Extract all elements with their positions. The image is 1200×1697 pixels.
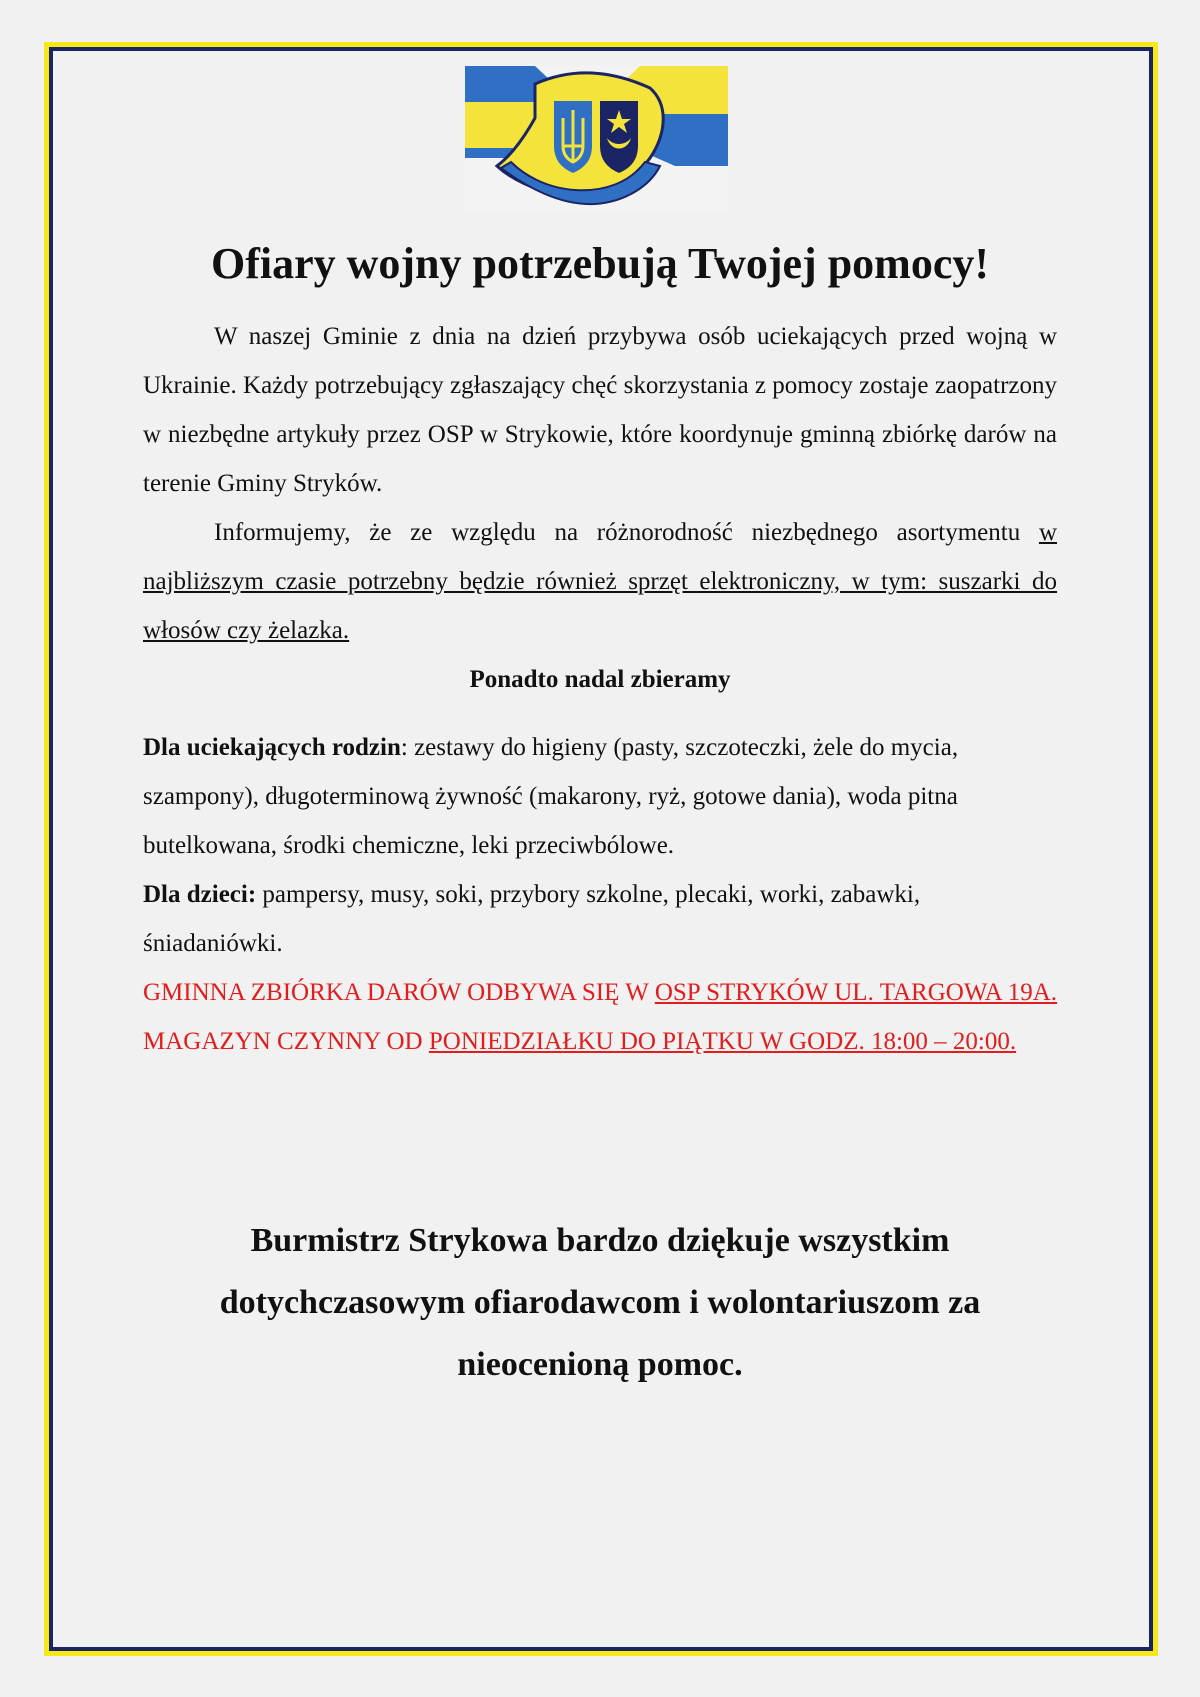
- notice-part1: GMINNA ZBIÓRKA DARÓW ODBYWA SIĘ W: [143, 979, 655, 1006]
- intro-paragraph: W naszej Gminie z dnia na dzień przybywa osób uciekających przed wojną w Ukrainie. Każdy potrzebujący zgłaszający chęć skorzystania z pomocy zostaje zaopatrzony w niezbędne artykuły przez OSP w Strykowie, które koordynuje gminną zbiórkę darów na terenie Gminy Stryków.: [143, 323, 1057, 497]
- handshake-logo-icon: [465, 66, 728, 212]
- children-label: Dla dzieci:: [143, 881, 257, 908]
- notice-address: OSP STRYKÓW UL. TARGOWA 19A.: [654, 979, 1058, 1006]
- notice-part2: MAGAZYN CZYNNY OD: [143, 1028, 429, 1055]
- main-content: [143, 312, 1057, 1066]
- notice-hours: PONIEDZIAŁKU DO PIĄTKU W GODZ. 18:00 – 20:00.: [428, 1028, 1017, 1055]
- page-title: Ofiary wojny potrzebują Twojej pomocy!: [210, 239, 990, 288]
- electronics-paragraph: [143, 508, 1057, 655]
- electronics-lead: Informujemy, że ze względu na różnorodność niezbędnego asortymentu: [214, 519, 1039, 546]
- families-label: Dla uciekających rodzin: [143, 734, 401, 761]
- electronics-underlined: w najbliższym czasie potrzebny będzie również sprzęt elektroniczny, w tym: suszarki do włosów czy żelazka.: [143, 519, 1057, 644]
- closing-thanks: Burmistrz Strykowa bardzo dziękuje wszystkim dotychczasowym ofiarodawcom i wolontariuszom za nieocenioną pomoc.: [219, 1222, 981, 1383]
- families-text: : zestawy do higieny (pasty, szczoteczki, żele do mycia, szampony), długoterminową żywność (makarony, ryż, gotowe dania), woda pitna butelkowana, środki chemiczne, leki przeciwbólowe.: [143, 734, 959, 859]
- children-needs: [143, 870, 1057, 968]
- collection-notice: [143, 968, 1057, 1066]
- children-text: pampersy, musy, soki, przybory szkolne, plecaki, worki, zabawki, śniadaniówki.: [143, 881, 921, 957]
- collection-subheading: Ponadto nadal zbieramy: [469, 666, 731, 693]
- families-needs: [143, 723, 1057, 870]
